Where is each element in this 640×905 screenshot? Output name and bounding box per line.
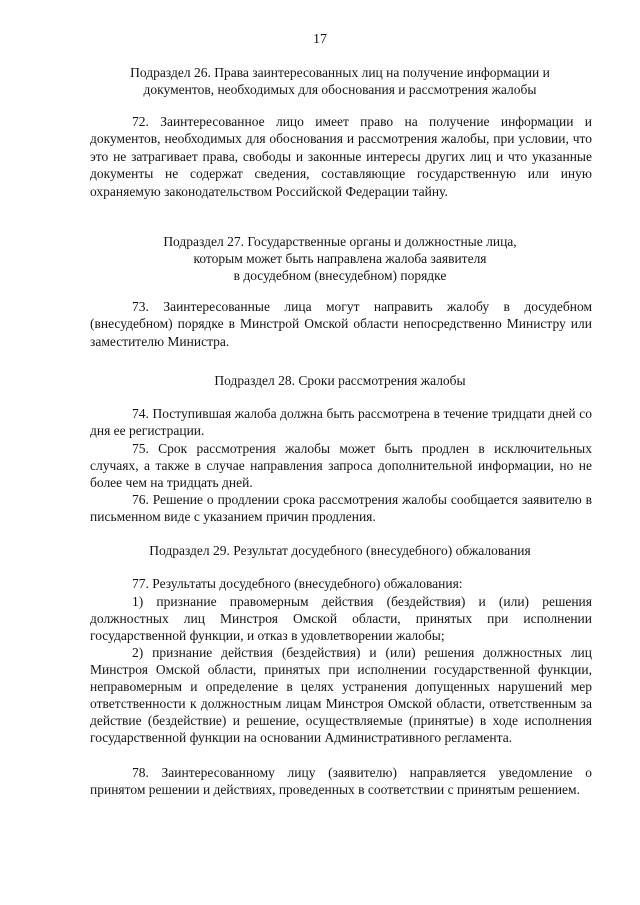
page-number: 17 [313,32,327,47]
heading-subsection-29 [90,542,590,559]
paragraph-75: 75. Срок рассмотрения жалобы может быть продлен в исключительных случаях, а также в случае направления запроса дополнительной информации, но не более чем на тридцать дней. [90,441,592,491]
paragraph-77: 77. Результаты досудебного (внесудебного) обжалования: [132,576,463,591]
heading-line: которым может быть направлена жалоба заявителя [193,251,487,266]
heading-line: Подраздел 27. Государственные органы и должностные лица, [163,234,517,249]
paragraph-76: 76. Решение о продлении срока рассмотрения жалобы сообщается заявителю в письменном виде с указанием причин продления. [90,492,592,525]
paragraph-77-item-1: 1) признание правомерным действия (бездействия) и (или) решения должностных лиц Минстроя Омской области, принятых при исполнении государственной функции, и отказ в удовлетворении жалобы; [90,594,592,644]
heading-subsection-26 [90,64,590,98]
paragraph-73: 73. Заинтересованные лица могут направить жалобу в досудебном (внесудебном) порядке в Минстрой Омской области непосредственно Министру или заместителю Министра. [90,299,592,349]
paragraph-74: 74. Поступившая жалоба должна быть рассмотрена в течение тридцати дней со дня ее регистрации. [90,406,592,439]
heading-line: Подраздел 26. Права заинтересованных лиц на получение информации и [130,65,550,80]
heading-subsection-27 [90,233,590,284]
heading-line: Подраздел 29. Результат досудебного (внесудебного) обжалования [149,543,531,558]
paragraph-78: 78. Заинтересованному лицу (заявителю) направляется уведомление о принятом решении и действиях, проведенных в соответствии с принятым решением. [90,765,592,798]
paragraph-77-item-2: 2) признание действия (бездействия) и (или) решения должностных лиц Минстроя Омской области, принятых при исполнении государственной функции, неправомерным и определение в целях устранения допущенных нарушений мер ответственности к должностным лицам Минстроя Омской области, ответственным за действие (бездействие) и решение, осуществляемые (принятые) в ходе исполнения государственной функции на основании Административного регламента. [90,645,592,746]
paragraph-72: 72. Заинтересованное лицо имеет право на получение информации и документов, необходимых для обоснования и рассмотрения жалобы, при условии, что это не затрагивает права, свободы и законные интересы других лиц и что указанные документы не содержат сведения, составляющие государственную или иную охраняемую законодательством Российской Федерации тайну. [90,114,592,199]
heading-subsection-28 [90,372,590,389]
heading-line: документов, необходимых для обоснования и рассмотрения жалобы [143,82,537,97]
heading-line: в досудебном (внесудебном) порядке [233,268,447,283]
heading-line: Подраздел 28. Сроки рассмотрения жалобы [214,373,466,388]
